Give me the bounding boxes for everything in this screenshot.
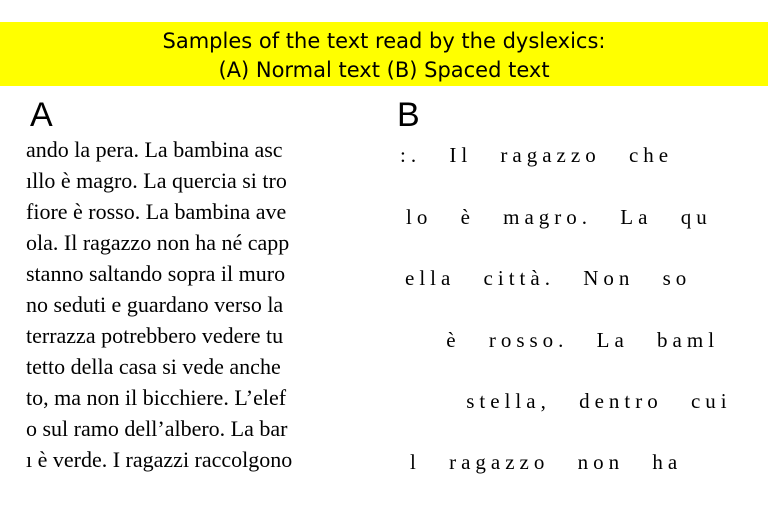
normal-text-line: ıllo è magro. La quercia si tro	[26, 168, 287, 193]
spaced-text-sample	[400, 136, 738, 481]
normal-text-line: o sul ramo dell’albero. La bar	[26, 416, 288, 441]
title-banner	[0, 22, 768, 86]
normal-text-line: fiore è rosso. La bambina ave	[26, 199, 287, 224]
spaced-text-line: lo è magro. La qu	[406, 205, 712, 229]
normal-text-sample	[26, 136, 344, 476]
spaced-text-line: :. Il ragazzo che	[400, 143, 674, 167]
spaced-text-line: l ragazzo non ha	[410, 450, 683, 474]
spaced-text-line: stella, dentro cui	[438, 389, 732, 413]
title-line-1: Samples of the text read by the dyslexics:	[162, 29, 606, 53]
normal-text-line: ola. Il ragazzo non ha né capp	[26, 230, 290, 255]
normal-text-line: to, ma non il bicchiere. L’elef	[26, 385, 287, 410]
spaced-text-line: è rosso. La baml	[418, 328, 720, 352]
normal-text-line: ı è verde. I ragazzi raccolgono	[26, 447, 293, 472]
normal-text-line: terrazza potrebbero vedere tu	[26, 323, 284, 348]
spaced-text-line: ella città. Non so	[405, 266, 692, 290]
normal-text-line: ando la pera. La bambina asc	[26, 137, 283, 162]
panel-b-letter: B	[397, 96, 420, 134]
panel-a-letter: A	[30, 96, 53, 134]
title-line-2: (A) Normal text (B) Spaced text	[218, 58, 550, 82]
normal-text-line: no seduti e guardano verso la	[26, 292, 284, 317]
normal-text-line: stanno saltando sopra il muro	[26, 261, 286, 286]
normal-text-line: tetto della casa si vede anche	[26, 354, 281, 379]
